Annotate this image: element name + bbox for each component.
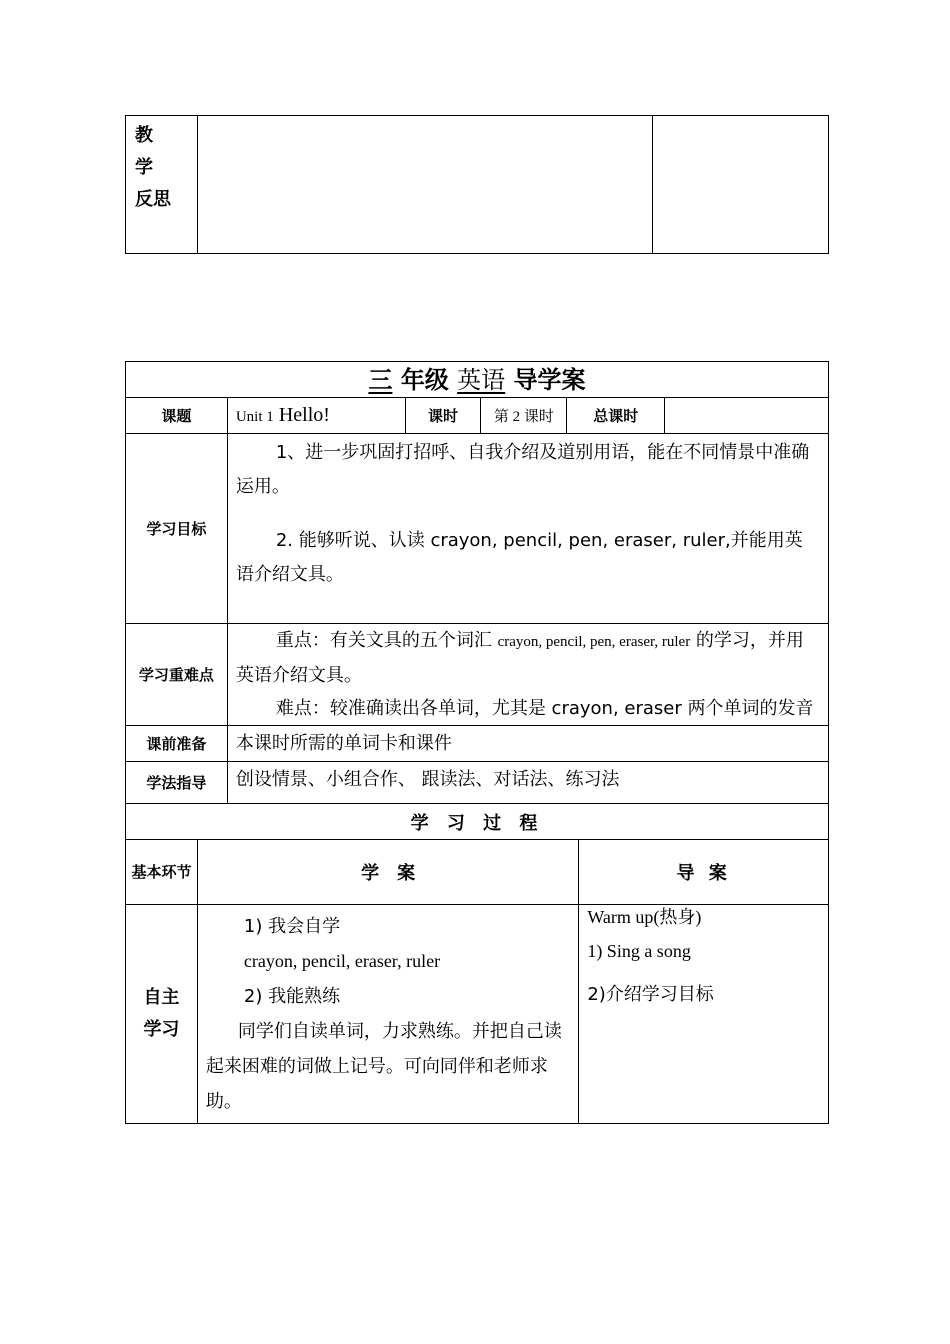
topic-value — [227, 398, 405, 434]
title-doc-type: 导学案 — [513, 365, 586, 394]
period-label: 课时 — [405, 398, 481, 434]
stage-column-header: 基本环节 — [126, 840, 198, 905]
objective-item-1: 1、进一步巩固打招呼、自我介绍及道别用语，能在不同情景中准确运用。 — [235, 442, 810, 497]
period-value: 第 2 课时 — [481, 398, 567, 434]
teaching-plan-column-header: 导 案 — [579, 840, 829, 905]
plan-words: crayon, pencil, eraser, ruler — [243, 951, 441, 971]
key-point-words: crayon, pencil, pen, eraser, ruler — [497, 634, 691, 650]
title-grade-suffix: 年级 — [400, 365, 449, 394]
plan-step-1: 1) 我会自学 — [243, 916, 341, 937]
reflection-notes — [653, 116, 829, 254]
page-title — [126, 362, 829, 398]
total-period-value — [665, 398, 829, 434]
self-study-plan — [197, 905, 578, 1124]
guide-item-2: 2)介绍学习目标 — [587, 984, 714, 1005]
topic-label: 课题 — [126, 398, 228, 434]
self-study-stage — [126, 905, 198, 1124]
preparation-value: 本课时所需的单词卡和课件 — [227, 726, 828, 762]
objective-item-2: 2. 能够听说、认读 crayon, pencil, pen, eraser, ruler,并能用英语介绍文具。 — [235, 530, 803, 585]
unit-label: Unit 1 — [235, 409, 274, 425]
guide-table — [125, 361, 829, 1124]
key-point — [236, 624, 820, 692]
total-period-label: 总课时 — [567, 398, 665, 434]
reflection-label — [126, 116, 198, 254]
reflection-table — [125, 115, 829, 254]
guide-item-1: 1) Sing a song — [587, 941, 691, 961]
plan-description: 同学们自读单词，力求熟练。并把自己读起来困难的词做上记号。可向同伴和老师求助。 — [205, 1021, 562, 1112]
self-study-guide — [579, 905, 829, 1124]
preparation-label: 课前准备 — [126, 726, 228, 762]
lesson-title: Hello! — [278, 404, 330, 426]
method-value: 创设情景、小组合作、 跟读法、对话法、练习法 — [227, 762, 828, 804]
method-label: 学法指导 — [126, 762, 228, 804]
objectives-label: 学习目标 — [126, 434, 228, 624]
key-point-suffix: 的学习，并用英语介绍文具。 — [235, 630, 804, 686]
key-points-content — [227, 624, 828, 726]
self-study-stage-line2: 学习 — [143, 1019, 180, 1040]
reflection-content — [197, 116, 652, 254]
plan-step-2: 2) 我能熟练 — [243, 986, 341, 1007]
key-points-label: 学习重难点 — [126, 624, 228, 726]
title-subject: 英语 — [457, 365, 506, 394]
guide-title: Warm up(热身) — [587, 907, 702, 927]
reflection-label-line1: 教学 — [135, 125, 167, 178]
difficult-point: 难点：较准确读出各单词，尤其是 crayon, eraser 两个单词的发音 — [275, 698, 814, 719]
study-plan-column-header: 学 案 — [197, 840, 578, 905]
title-grade: 三 — [368, 365, 393, 394]
process-header: 学 习 过 程 — [126, 804, 829, 840]
key-point-prefix: 重点：有关文具的五个词汇 — [275, 630, 498, 651]
reflection-label-line2: 反思 — [135, 189, 171, 210]
self-study-stage-line1: 自主 — [143, 987, 180, 1008]
objectives-content — [227, 434, 828, 624]
